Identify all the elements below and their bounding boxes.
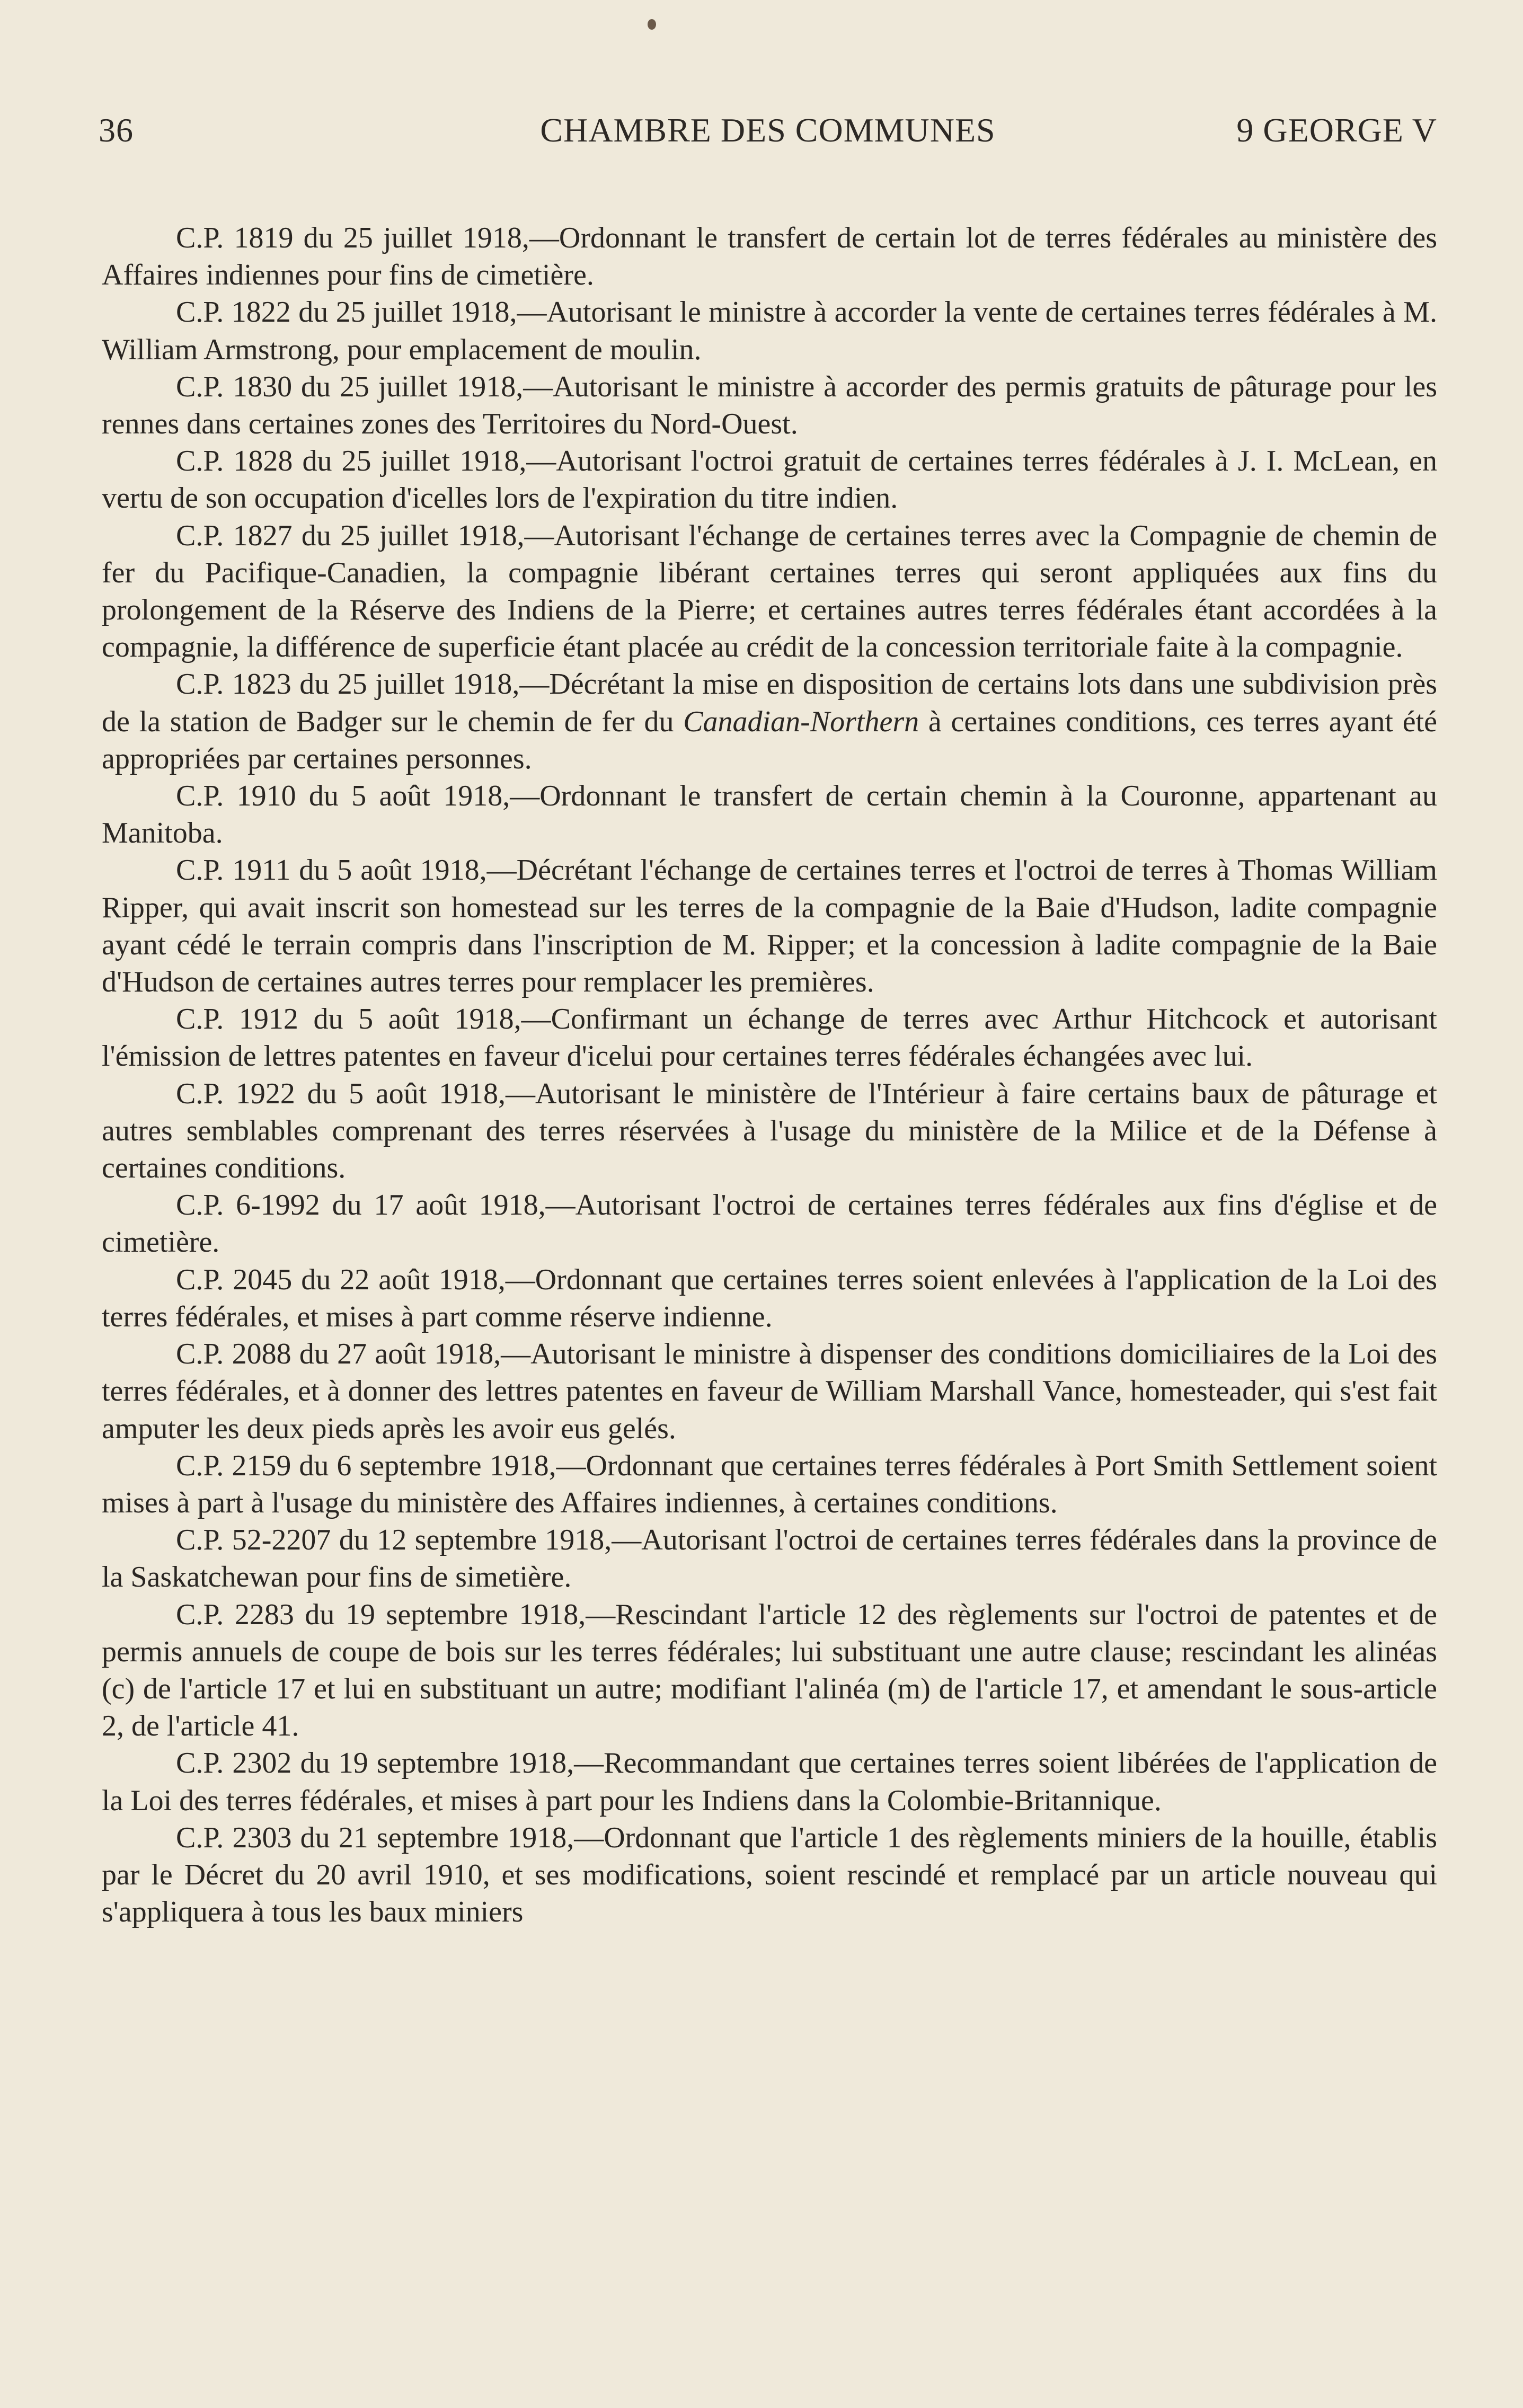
entry-paragraph: C.P. 1911 du 5 août 1918,—Décrétant l'échange de certaines terres et l'octroi de terres à Thomas William Ripper, qui avait inscrit son homestead sur les terres de la compagnie de la Baie d'Hudson, ladite compagnie ayant cédé le terrain compris dans l'inscription de M. Ripper; et la concession à ladite compagnie de la Baie d'Hudson de certaines autres terres pour remplacer les premières. xyxy=(102,854,1437,999)
entry-paragraph: C.P. 1819 du 25 juillet 1918,—Ordonnant le transfert de certain lot de terres fédérales au ministère des Affaires indiennes pour fins de cimetière. xyxy=(102,222,1437,292)
print-speck xyxy=(648,19,656,30)
entry-paragraph: C.P. 6-1992 du 17 août 1918,—Autorisant l'octroi de certaines terres fédérales aux fins d'église et de cimetière. xyxy=(102,1189,1437,1259)
entry-paragraph: C.P. 52-2207 du 12 septembre 1918,—Autorisant l'octroi de certaines terres fédérales dans la province de la Saskatchewan pour fins de simetière. xyxy=(102,1524,1437,1594)
header-title: CHAMBRE DES COMMUNES xyxy=(540,111,996,149)
entry-paragraph: C.P. 1822 du 25 juillet 1918,—Autorisant le ministre à accorder la vente de certaines terres fédérales à M. William Armstrong, pour emplacement de moulin. xyxy=(102,296,1437,366)
entry-paragraph: C.P. 1922 du 5 août 1918,—Autorisant le ministère de l'Intérieur à faire certains baux de pâturage et autres semblables comprenant des terres réservées à l'usage du ministère de la Milice et de la Défense à certaines conditions. xyxy=(102,1077,1437,1185)
regnal-year: 9 GEORGE V xyxy=(1236,111,1437,149)
entry-paragraph xyxy=(102,666,1437,777)
entry-paragraph: C.P. 1828 du 25 juillet 1918,—Autorisant l'octroi gratuit de certaines terres fédérales à J. I. McLean, en vertu de son occupation d'icelles lors de l'expiration du titre indien. xyxy=(102,445,1437,515)
entry-paragraph: C.P. 2159 du 6 septembre 1918,—Ordonnant que certaines terres fédérales à Port Smith Settlement soient mises à part à l'usage du ministère des Affaires indiennes, à certaines conditions. xyxy=(102,1449,1437,1519)
entry-italic-name: Canadian-Northern xyxy=(683,705,919,738)
entry-paragraph: C.P. 1830 du 25 juillet 1918,—Autorisant le ministre à accorder des permis gratuits de pâturage pour les rennes dans certaines zones des Territoires du Nord-Ouest. xyxy=(102,370,1437,441)
page-number: 36 xyxy=(99,111,134,149)
entry-text-part: à certaines conditions, ces terres ayant été appropriées par certaines personnes. xyxy=(102,705,1437,775)
entry-paragraph: C.P. 1827 du 25 juillet 1918,—Autorisant l'échange de certaines terres avec la Compagnie de chemin de fer du Pacifique-Canadien, la compagnie libérant certaines terres qui seront appliquées aux fins du prolongement de la Réserve des Indiens de la Pierre; et certaines autres terres fédérales étant accordées à la compagnie, la différence de superficie étant placée au crédit de la concession territoriale faite à la compagnie. xyxy=(102,519,1437,664)
entry-paragraph: C.P. 2302 du 19 septembre 1918,—Recommandant que certaines terres soient libérées de l'application de la Loi des terres fédérales, et mises à part pour les Indiens dans la Colombie-Britannique. xyxy=(102,1747,1437,1817)
entry-paragraph: C.P. 1912 du 5 août 1918,—Confirmant un échange de terres avec Arthur Hitchcock et autorisant l'émission de lettres patentes en faveur d'icelui pour certaines terres fédérales échangées avec lui. xyxy=(102,1003,1437,1073)
running-header xyxy=(99,109,1437,152)
entry-paragraph: C.P. 1910 du 5 août 1918,—Ordonnant le transfert de certain chemin à la Couronne, appartenant au Manitoba. xyxy=(102,780,1437,850)
entry-paragraph: C.P. 2045 du 22 août 1918,—Ordonnant que certaines terres soient enlevées à l'application de la Loi des terres fédérales, et mises à part comme réserve indienne. xyxy=(102,1263,1437,1333)
entry-paragraph: C.P. 2088 du 27 août 1918,—Autorisant le ministre à dispenser des conditions domiciliaires de la Loi des terres fédérales, et à donner des lettres patentes en faveur de William Marshall Vance, homesteader, qui s'est fait amputer les deux pieds après les avoir eus gelés. xyxy=(102,1338,1437,1445)
entry-paragraph: C.P. 2303 du 21 septembre 1918,—Ordonnant que l'article 1 des règlements miniers de la houille, établis par le Décret du 20 avril 1910, et ses modifications, soient rescindé et remplacé par un article nouveau qui s'appliquera à tous les baux miniers xyxy=(102,1821,1437,1929)
entry-paragraph: C.P. 2283 du 19 septembre 1918,—Rescindant l'article 12 des règlements sur l'octroi de patentes et de permis annuels de coupe de bois sur les terres fédérales; lui substituant une autre clause; rescindant les alinéas (c) de l'article 17 et lui en substituant un autre; modifiant l'alinéa (m) de l'article 17, et amendant le sous-article 2, de l'article 41. xyxy=(102,1598,1437,1743)
entry-text-part: C.P. 1823 du 25 juillet 1918,—Décrétant la mise en disposition de certains lots dans une subdivision près de la station de Badger sur le chemin de fer du xyxy=(102,668,1437,738)
body-text xyxy=(102,219,1437,1931)
